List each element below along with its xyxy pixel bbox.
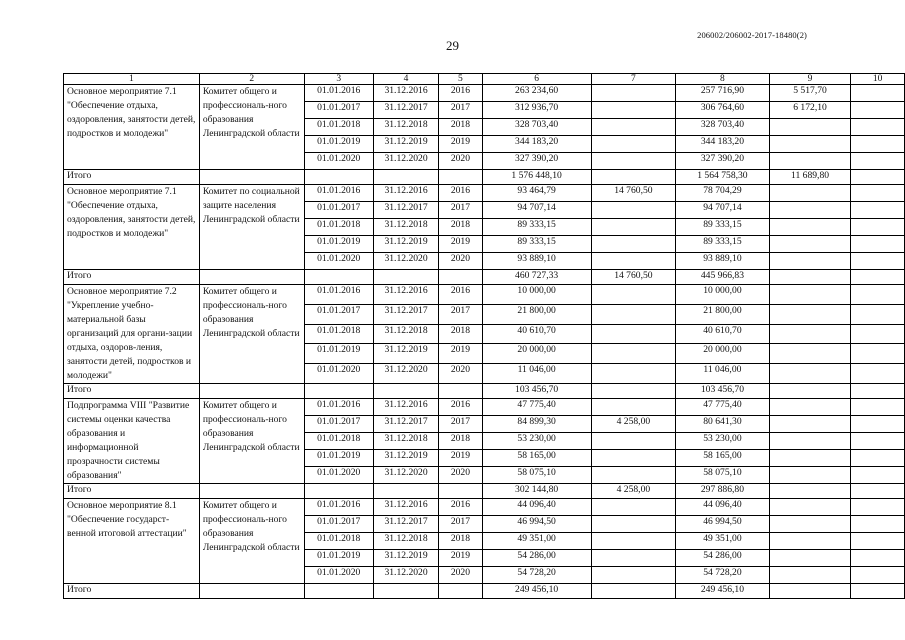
start-date-cell: 01.01.2019: [304, 450, 373, 467]
amount-cell-total: 93 464,79: [482, 185, 591, 202]
year-cell: 2018: [439, 433, 482, 450]
amount-cell-fed: [591, 433, 676, 450]
amount-cell-loc: [769, 364, 851, 384]
start-date-cell: 01.01.2016: [304, 85, 373, 102]
amount-cell-total: 21 800,00: [482, 304, 591, 324]
start-date-cell: 01.01.2017: [304, 416, 373, 433]
document-id: 206002/206002-2017-18480(2): [697, 30, 807, 40]
amount-cell-reg: 257 716,90: [676, 85, 770, 102]
amount-cell-fed: [591, 102, 676, 119]
year-cell: 2020: [439, 153, 482, 170]
amount-cell-fed: [591, 253, 676, 270]
amount-cell-total: 47 775,40: [482, 399, 591, 416]
amount-cell-total: 53 230,00: [482, 433, 591, 450]
total-cell-loc: [769, 584, 851, 599]
amount-cell-reg: 46 994,50: [676, 516, 770, 533]
amount-cell-other: [851, 202, 905, 219]
empty-cell: [373, 170, 438, 185]
end-date-cell: 31.12.2016: [373, 85, 438, 102]
amount-cell-reg: 21 800,00: [676, 304, 770, 324]
amount-cell-other: [851, 253, 905, 270]
amount-cell-other: [851, 236, 905, 253]
total-cell-reg: 249 456,10: [676, 584, 770, 599]
end-date-cell: 31.12.2017: [373, 102, 438, 119]
empty-cell: [199, 270, 304, 285]
amount-cell-loc: [769, 516, 851, 533]
amount-cell-other: [851, 136, 905, 153]
amount-cell-fed: [591, 304, 676, 324]
year-cell: 2018: [439, 324, 482, 344]
empty-cell: [304, 170, 373, 185]
amount-cell-loc: [769, 467, 851, 484]
amount-cell-reg: 93 889,10: [676, 253, 770, 270]
total-cell-total: 302 144,80: [482, 484, 591, 499]
total-row: [64, 270, 905, 285]
executor-cell: Комитет по социальной защите населения Ленинградской области: [199, 185, 304, 270]
end-date-cell: 31.12.2019: [373, 550, 438, 567]
amount-cell-loc: [769, 285, 851, 305]
amount-cell-other: [851, 516, 905, 533]
header-cell: 2: [199, 74, 304, 85]
amount-cell-other: [851, 499, 905, 516]
end-date-cell: 31.12.2019: [373, 450, 438, 467]
amount-cell-other: [851, 119, 905, 136]
end-date-cell: 31.12.2018: [373, 324, 438, 344]
amount-cell-total: 89 333,15: [482, 236, 591, 253]
amount-cell-other: [851, 399, 905, 416]
amount-cell-fed: [591, 85, 676, 102]
year-cell: 2016: [439, 185, 482, 202]
amount-cell-loc: [769, 304, 851, 324]
amount-cell-loc: [769, 499, 851, 516]
end-date-cell: 31.12.2016: [373, 499, 438, 516]
total-cell-reg: 1 564 758,30: [676, 170, 770, 185]
total-label: Итого: [64, 384, 200, 399]
amount-cell-loc: [769, 450, 851, 467]
start-date-cell: 01.01.2019: [304, 550, 373, 567]
total-cell-total: 460 727,33: [482, 270, 591, 285]
amount-cell-reg: 49 351,00: [676, 533, 770, 550]
year-cell: 2019: [439, 550, 482, 567]
amount-cell-other: [851, 102, 905, 119]
amount-cell-reg: 44 096,40: [676, 499, 770, 516]
end-date-cell: 31.12.2019: [373, 236, 438, 253]
amount-cell-loc: [769, 567, 851, 584]
amount-cell-loc: 6 172,10: [769, 102, 851, 119]
program-name-cell: Основное мероприятие 7.1 "Обеспечение отдыха, оздоровления, занятости детей, подростков и молодежи": [64, 185, 200, 270]
header-cell: 6: [482, 74, 591, 85]
start-date-cell: 01.01.2020: [304, 364, 373, 384]
total-cell-fed: 4 258,00: [591, 484, 676, 499]
end-date-cell: 31.12.2018: [373, 219, 438, 236]
start-date-cell: 01.01.2017: [304, 304, 373, 324]
amount-cell-fed: [591, 399, 676, 416]
amount-cell-reg: 47 775,40: [676, 399, 770, 416]
total-cell-loc: [769, 270, 851, 285]
amount-cell-loc: [769, 253, 851, 270]
amount-cell-loc: [769, 433, 851, 450]
amount-cell-reg: 54 286,00: [676, 550, 770, 567]
amount-cell-other: [851, 344, 905, 364]
amount-cell-total: 327 390,20: [482, 153, 591, 170]
start-date-cell: 01.01.2017: [304, 516, 373, 533]
empty-cell: [199, 384, 304, 399]
start-date-cell: 01.01.2018: [304, 219, 373, 236]
empty-cell: [304, 384, 373, 399]
amount-cell-other: [851, 550, 905, 567]
empty-cell: [373, 384, 438, 399]
year-cell: 2019: [439, 450, 482, 467]
empty-cell: [373, 584, 438, 599]
header-row: [64, 74, 905, 85]
total-cell-reg: 445 966,83: [676, 270, 770, 285]
start-date-cell: 01.01.2016: [304, 499, 373, 516]
program-name-cell: Основное мероприятие 7.2 "Укрепление учебно-материальной базы организаций для органи-зации отдыха, оздоров-ления, занятости детей, подростков и молодежи": [64, 285, 200, 384]
amount-cell-total: 44 096,40: [482, 499, 591, 516]
year-cell: 2017: [439, 202, 482, 219]
table-row: [64, 499, 905, 516]
amount-cell-fed: [591, 285, 676, 305]
end-date-cell: 31.12.2017: [373, 304, 438, 324]
total-cell-total: 249 456,10: [482, 584, 591, 599]
amount-cell-total: 49 351,00: [482, 533, 591, 550]
amount-cell-fed: [591, 364, 676, 384]
amount-cell-loc: [769, 533, 851, 550]
amount-cell-loc: [769, 153, 851, 170]
amount-cell-other: [851, 433, 905, 450]
total-cell-other: [851, 384, 905, 399]
amount-cell-total: 11 046,00: [482, 364, 591, 384]
year-cell: 2016: [439, 85, 482, 102]
amount-cell-other: [851, 450, 905, 467]
end-date-cell: 31.12.2020: [373, 253, 438, 270]
amount-cell-other: [851, 153, 905, 170]
amount-cell-reg: 20 000,00: [676, 344, 770, 364]
amount-cell-fed: [591, 533, 676, 550]
year-cell: 2018: [439, 219, 482, 236]
total-row: [64, 170, 905, 185]
amount-cell-fed: [591, 324, 676, 344]
amount-cell-other: [851, 567, 905, 584]
amount-cell-loc: [769, 399, 851, 416]
amount-cell-fed: [591, 119, 676, 136]
empty-cell: [439, 170, 482, 185]
amount-cell-reg: 89 333,15: [676, 219, 770, 236]
amount-cell-fed: [591, 516, 676, 533]
amount-cell-reg: 58 075,10: [676, 467, 770, 484]
amount-cell-total: 312 936,70: [482, 102, 591, 119]
amount-cell-other: [851, 219, 905, 236]
total-cell-total: 103 456,70: [482, 384, 591, 399]
amount-cell-other: [851, 185, 905, 202]
table-row: [64, 85, 905, 102]
amount-cell-total: 94 707,14: [482, 202, 591, 219]
total-label: Итого: [64, 484, 200, 499]
empty-cell: [199, 170, 304, 185]
amount-cell-loc: [769, 324, 851, 344]
total-cell-loc: [769, 484, 851, 499]
amount-cell-reg: 53 230,00: [676, 433, 770, 450]
executor-cell: Комитет общего и профессиональ-ного образования Ленинградской области: [199, 399, 304, 484]
total-cell-fed: [591, 584, 676, 599]
total-cell-reg: 297 886,80: [676, 484, 770, 499]
end-date-cell: 31.12.2020: [373, 153, 438, 170]
amount-cell-fed: 4 258,00: [591, 416, 676, 433]
amount-cell-loc: 5 517,70: [769, 85, 851, 102]
total-cell-other: [851, 584, 905, 599]
amount-cell-reg: 89 333,15: [676, 236, 770, 253]
start-date-cell: 01.01.2016: [304, 399, 373, 416]
table-row: [64, 185, 905, 202]
header-cell: 7: [591, 74, 676, 85]
year-cell: 2019: [439, 136, 482, 153]
empty-cell: [373, 270, 438, 285]
end-date-cell: 31.12.2020: [373, 364, 438, 384]
year-cell: 2020: [439, 364, 482, 384]
amount-cell-other: [851, 85, 905, 102]
year-cell: 2017: [439, 416, 482, 433]
page-number: 29: [446, 38, 459, 53]
program-name-cell: Подпрограмма VIII "Развитие системы оценки качества образования и информационной прозрачности системы образования": [64, 399, 200, 484]
amount-cell-reg: 78 704,29: [676, 185, 770, 202]
amount-cell-reg: 11 046,00: [676, 364, 770, 384]
amount-cell-other: [851, 304, 905, 324]
end-date-cell: 31.12.2017: [373, 416, 438, 433]
program-name-cell: Основное мероприятие 8.1 "Обеспечение государст-венной итоговой аттестации": [64, 499, 200, 584]
amount-cell-total: 84 899,30: [482, 416, 591, 433]
end-date-cell: 31.12.2020: [373, 567, 438, 584]
amount-cell-loc: [769, 219, 851, 236]
amount-cell-fed: [591, 467, 676, 484]
amount-cell-reg: 58 165,00: [676, 450, 770, 467]
end-date-cell: 31.12.2019: [373, 344, 438, 364]
empty-cell: [199, 584, 304, 599]
empty-cell: [304, 484, 373, 499]
empty-cell: [439, 270, 482, 285]
program-name-cell: Основное мероприятие 7.1 "Обеспечение отдыха, оздоровления, занятости детей, подростков и молодежи": [64, 85, 200, 170]
amount-cell-reg: 328 703,40: [676, 119, 770, 136]
start-date-cell: 01.01.2018: [304, 324, 373, 344]
amount-cell-reg: 54 728,20: [676, 567, 770, 584]
amount-cell-other: [851, 416, 905, 433]
amount-cell-fed: [591, 550, 676, 567]
start-date-cell: 01.01.2016: [304, 285, 373, 305]
header-cell: 3: [304, 74, 373, 85]
total-row: [64, 384, 905, 399]
amount-cell-reg: 10 000,00: [676, 285, 770, 305]
total-cell-other: [851, 170, 905, 185]
amount-cell-other: [851, 533, 905, 550]
start-date-cell: 01.01.2020: [304, 253, 373, 270]
end-date-cell: 31.12.2019: [373, 136, 438, 153]
total-cell-fed: [591, 384, 676, 399]
amount-cell-total: 344 183,20: [482, 136, 591, 153]
amount-cell-fed: 14 760,50: [591, 185, 676, 202]
amount-cell-total: 328 703,40: [482, 119, 591, 136]
amount-cell-total: 58 165,00: [482, 450, 591, 467]
executor-cell: Комитет общего и профессиональ-ного образования Ленинградской области: [199, 499, 304, 584]
start-date-cell: 01.01.2019: [304, 136, 373, 153]
total-cell-other: [851, 270, 905, 285]
amount-cell-loc: [769, 185, 851, 202]
amount-cell-fed: [591, 450, 676, 467]
amount-cell-total: 89 333,15: [482, 219, 591, 236]
header-cell: 5: [439, 74, 482, 85]
total-cell-fed: 14 760,50: [591, 270, 676, 285]
amount-cell-total: 54 286,00: [482, 550, 591, 567]
amount-cell-loc: [769, 236, 851, 253]
start-date-cell: 01.01.2020: [304, 467, 373, 484]
year-cell: 2019: [439, 344, 482, 364]
total-cell-loc: [769, 384, 851, 399]
year-cell: 2020: [439, 467, 482, 484]
start-date-cell: 01.01.2018: [304, 433, 373, 450]
table-row: [64, 285, 905, 305]
amount-cell-loc: [769, 136, 851, 153]
executor-cell: Комитет общего и профессиональ-ного образования Ленинградской области: [199, 285, 304, 384]
table-row: [64, 399, 905, 416]
amount-cell-fed: [591, 219, 676, 236]
year-cell: 2019: [439, 236, 482, 253]
year-cell: 2017: [439, 304, 482, 324]
amount-cell-total: 40 610,70: [482, 324, 591, 344]
empty-cell: [439, 584, 482, 599]
end-date-cell: 31.12.2017: [373, 202, 438, 219]
amount-cell-total: 93 889,10: [482, 253, 591, 270]
total-label: Итого: [64, 584, 200, 599]
end-date-cell: 31.12.2018: [373, 119, 438, 136]
year-cell: 2016: [439, 285, 482, 305]
end-date-cell: 31.12.2017: [373, 516, 438, 533]
amount-cell-total: 54 728,20: [482, 567, 591, 584]
start-date-cell: 01.01.2018: [304, 119, 373, 136]
amount-cell-loc: [769, 344, 851, 364]
amount-cell-total: 10 000,00: [482, 285, 591, 305]
empty-cell: [304, 270, 373, 285]
amount-cell-loc: [769, 119, 851, 136]
amount-cell-reg: 80 641,30: [676, 416, 770, 433]
amount-cell-loc: [769, 550, 851, 567]
total-cell-total: 1 576 448,10: [482, 170, 591, 185]
total-row: [64, 584, 905, 599]
start-date-cell: 01.01.2020: [304, 567, 373, 584]
header-cell: 8: [676, 74, 770, 85]
total-cell-loc: 11 689,80: [769, 170, 851, 185]
header-cell: 1: [64, 74, 200, 85]
year-cell: 2017: [439, 516, 482, 533]
amount-cell-total: 263 234,60: [482, 85, 591, 102]
amount-cell-reg: 94 707,14: [676, 202, 770, 219]
empty-cell: [439, 484, 482, 499]
end-date-cell: 31.12.2016: [373, 185, 438, 202]
year-cell: 2018: [439, 533, 482, 550]
total-cell-fed: [591, 170, 676, 185]
amount-cell-other: [851, 364, 905, 384]
end-date-cell: 31.12.2016: [373, 285, 438, 305]
amount-cell-fed: [591, 499, 676, 516]
start-date-cell: 01.01.2019: [304, 344, 373, 364]
year-cell: 2016: [439, 399, 482, 416]
executor-cell: Комитет общего и профессиональ-ного образования Ленинградской области: [199, 85, 304, 170]
total-row: [64, 484, 905, 499]
header-cell: 10: [851, 74, 905, 85]
start-date-cell: 01.01.2020: [304, 153, 373, 170]
end-date-cell: 31.12.2018: [373, 533, 438, 550]
total-cell-other: [851, 484, 905, 499]
start-date-cell: 01.01.2017: [304, 102, 373, 119]
year-cell: 2020: [439, 253, 482, 270]
amount-cell-other: [851, 467, 905, 484]
amount-cell-other: [851, 285, 905, 305]
amount-cell-fed: [591, 567, 676, 584]
year-cell: 2018: [439, 119, 482, 136]
amount-cell-total: 46 994,50: [482, 516, 591, 533]
header-cell: 4: [373, 74, 438, 85]
total-label: Итого: [64, 270, 200, 285]
total-label: Итого: [64, 170, 200, 185]
amount-cell-total: 58 075,10: [482, 467, 591, 484]
header-cell: 9: [769, 74, 851, 85]
empty-cell: [199, 484, 304, 499]
start-date-cell: 01.01.2019: [304, 236, 373, 253]
empty-cell: [304, 584, 373, 599]
start-date-cell: 01.01.2016: [304, 185, 373, 202]
end-date-cell: 31.12.2018: [373, 433, 438, 450]
amount-cell-total: 20 000,00: [482, 344, 591, 364]
start-date-cell: 01.01.2018: [304, 533, 373, 550]
year-cell: 2020: [439, 567, 482, 584]
amount-cell-other: [851, 324, 905, 344]
amount-cell-reg: 306 764,60: [676, 102, 770, 119]
amount-cell-fed: [591, 136, 676, 153]
end-date-cell: 31.12.2016: [373, 399, 438, 416]
start-date-cell: 01.01.2017: [304, 202, 373, 219]
budget-table: [63, 73, 905, 599]
year-cell: 2016: [439, 499, 482, 516]
amount-cell-loc: [769, 202, 851, 219]
year-cell: 2017: [439, 102, 482, 119]
total-cell-reg: 103 456,70: [676, 384, 770, 399]
amount-cell-loc: [769, 416, 851, 433]
amount-cell-fed: [591, 153, 676, 170]
amount-cell-fed: [591, 236, 676, 253]
empty-cell: [439, 384, 482, 399]
amount-cell-fed: [591, 202, 676, 219]
amount-cell-fed: [591, 344, 676, 364]
amount-cell-reg: 40 610,70: [676, 324, 770, 344]
amount-cell-reg: 344 183,20: [676, 136, 770, 153]
amount-cell-reg: 327 390,20: [676, 153, 770, 170]
empty-cell: [373, 484, 438, 499]
end-date-cell: 31.12.2020: [373, 467, 438, 484]
